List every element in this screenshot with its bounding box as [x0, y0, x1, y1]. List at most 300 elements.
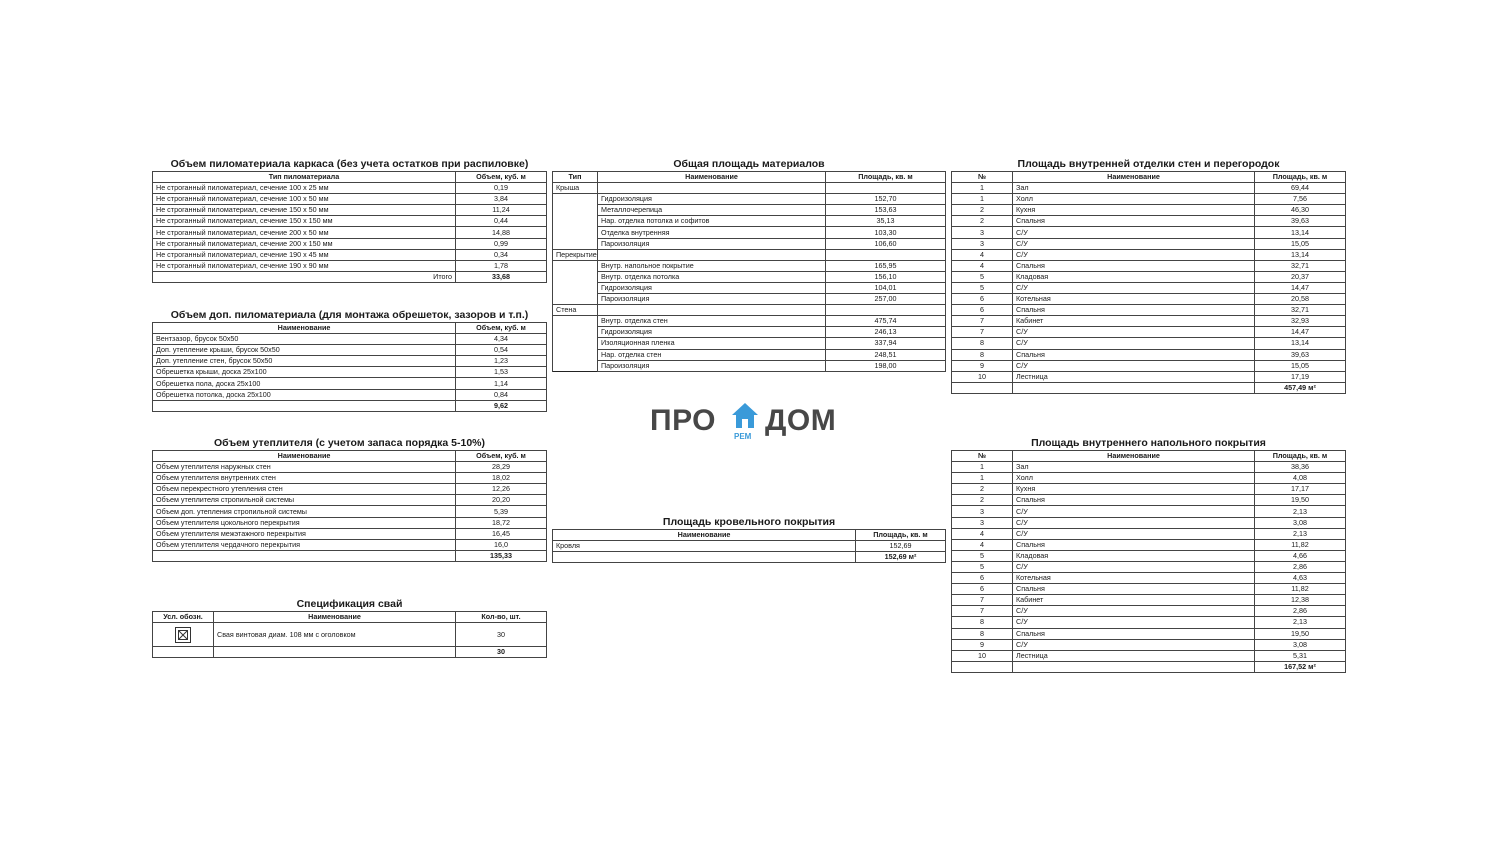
room-name: Котельная — [1013, 294, 1255, 305]
group-indent — [553, 360, 598, 371]
room-name: С/У — [1013, 561, 1255, 572]
room-area: 3,08 — [1255, 517, 1346, 528]
table-row — [553, 271, 946, 282]
item-name: Не строганный пиломатериал, сечение 190 х 45 мм — [153, 249, 456, 260]
col-name: Наименование — [153, 323, 456, 334]
room-number: 7 — [952, 316, 1013, 327]
material-area: 198,00 — [826, 360, 946, 371]
group-row — [553, 249, 946, 260]
room-name: Спальня — [1013, 305, 1255, 316]
col-name: Наименование — [553, 530, 856, 541]
group-spacer — [826, 249, 946, 260]
table-row — [952, 539, 1346, 550]
room-number: 6 — [952, 294, 1013, 305]
room-area: 15,05 — [1255, 360, 1346, 371]
table-row — [553, 260, 946, 271]
room-name: Спальня — [1013, 260, 1255, 271]
insulation-rows — [153, 462, 547, 551]
room-name: Холл — [1013, 473, 1255, 484]
walls-section — [951, 158, 1346, 394]
room-number: 3 — [952, 517, 1013, 528]
group-indent — [553, 316, 598, 327]
table-row — [553, 205, 946, 216]
floor-rows — [952, 462, 1346, 662]
room-number: 3 — [952, 227, 1013, 238]
table-row — [153, 345, 547, 356]
room-name: Спальня — [1013, 539, 1255, 550]
item-name: Объем утеплителя цокольного перекрытия — [153, 517, 456, 528]
room-number: 6 — [952, 573, 1013, 584]
item-value: 16,45 — [456, 528, 547, 539]
room-number: 6 — [952, 305, 1013, 316]
materials-section — [552, 158, 946, 372]
table-row — [153, 356, 547, 367]
table-row — [153, 528, 547, 539]
item-value: 28,29 — [456, 462, 547, 473]
walls-table — [951, 171, 1346, 394]
walls-total-row — [952, 382, 1346, 393]
room-area: 4,08 — [1255, 473, 1346, 484]
walls-title: Площадь внутренней отделки стен и перегородок — [1017, 158, 1280, 170]
table-row — [952, 238, 1346, 249]
table-row — [952, 205, 1346, 216]
material-area: 475,74 — [826, 316, 946, 327]
room-area: 12,38 — [1255, 595, 1346, 606]
table-row — [153, 506, 547, 517]
logo-right: ДОМ — [765, 404, 837, 437]
material-name: Изоляционная пленка — [598, 338, 826, 349]
table-row — [952, 573, 1346, 584]
item-value: 20,20 — [456, 495, 547, 506]
room-area: 5,31 — [1255, 650, 1346, 661]
room-number: 4 — [952, 539, 1013, 550]
col-no: № — [952, 172, 1013, 183]
group-indent — [553, 294, 598, 305]
group-indent — [553, 282, 598, 293]
room-area: 20,58 — [1255, 294, 1346, 305]
group-indent — [553, 238, 598, 249]
room-name: С/У — [1013, 360, 1255, 371]
room-number: 8 — [952, 617, 1013, 628]
room-area: 7,56 — [1255, 194, 1346, 205]
room-number: 1 — [952, 194, 1013, 205]
item-name: Объем утеплителя внутренних стен — [153, 473, 456, 484]
room-name: С/У — [1013, 528, 1255, 539]
table-row — [952, 484, 1346, 495]
room-name: С/У — [1013, 617, 1255, 628]
group-row — [553, 183, 946, 194]
room-number: 3 — [952, 506, 1013, 517]
col-symbol: Усл. обозн. — [153, 612, 214, 623]
room-area: 19,50 — [1255, 628, 1346, 639]
item-name: Не строганный пиломатериал, сечение 190 х 90 мм — [153, 260, 456, 271]
material-name: Гидроизоляция — [598, 327, 826, 338]
material-area: 248,51 — [826, 349, 946, 360]
total-value: 152,69 м² — [856, 552, 946, 563]
roof-table — [552, 529, 946, 563]
room-area: 39,63 — [1255, 349, 1346, 360]
item-value: 0,84 — [456, 389, 547, 400]
room-name: Лестница — [1013, 371, 1255, 382]
piles-total-row — [153, 647, 547, 658]
table-row — [553, 238, 946, 249]
room-area: 14,47 — [1255, 282, 1346, 293]
room-number: 4 — [952, 528, 1013, 539]
col-name: Наименование — [1013, 172, 1255, 183]
item-value: 3,84 — [456, 194, 547, 205]
table-row — [553, 360, 946, 371]
roof-total-row — [553, 552, 946, 563]
col-type: Тип — [553, 172, 598, 183]
table-row — [153, 183, 547, 194]
room-name: С/У — [1013, 282, 1255, 293]
total-value: 9,62 — [456, 400, 547, 411]
group-spacer — [598, 249, 826, 260]
lumber-total-row — [153, 271, 547, 282]
room-area: 11,82 — [1255, 584, 1346, 595]
material-area: 257,00 — [826, 294, 946, 305]
extra-lumber-section — [152, 309, 547, 412]
room-number: 2 — [952, 484, 1013, 495]
item-name: Не строганный пиломатериал, сечение 200 х 150 мм — [153, 238, 456, 249]
col-area: Площадь, кв. м — [826, 172, 946, 183]
item-value: 1,23 — [456, 356, 547, 367]
floor-table — [951, 450, 1346, 673]
table-row — [952, 271, 1346, 282]
room-number: 1 — [952, 462, 1013, 473]
material-name: Нар. отделка стен — [598, 349, 826, 360]
room-area: 17,17 — [1255, 484, 1346, 495]
table-row — [952, 473, 1346, 484]
total-value: 30 — [456, 647, 547, 658]
table-row — [952, 371, 1346, 382]
room-area: 13,14 — [1255, 227, 1346, 238]
table-row — [952, 462, 1346, 473]
item-name: Не строганный пиломатериал, сечение 200 х 50 мм — [153, 227, 456, 238]
item-value: 0,99 — [456, 238, 547, 249]
col-name: Наименование — [214, 612, 456, 623]
room-number: 7 — [952, 595, 1013, 606]
table-row — [553, 227, 946, 238]
room-area: 4,66 — [1255, 550, 1346, 561]
table-row — [153, 623, 547, 647]
item-value: 1,53 — [456, 367, 547, 378]
group-spacer — [598, 183, 826, 194]
room-name: Лестница — [1013, 650, 1255, 661]
table-row — [952, 650, 1346, 661]
room-number: 4 — [952, 260, 1013, 271]
room-number: 1 — [952, 183, 1013, 194]
room-name: Спальня — [1013, 216, 1255, 227]
table-row — [952, 617, 1346, 628]
material-area: 106,60 — [826, 238, 946, 249]
room-number: 8 — [952, 338, 1013, 349]
table-row — [153, 462, 547, 473]
room-number: 2 — [952, 216, 1013, 227]
material-name: Внутр. отделка стен — [598, 316, 826, 327]
group-type: Перекрытие — [553, 249, 598, 260]
insulation-table — [152, 450, 547, 562]
table-row — [153, 260, 547, 271]
extra-lumber-table — [152, 322, 547, 412]
room-area: 3,08 — [1255, 639, 1346, 650]
table-row — [553, 349, 946, 360]
room-name: Кабинет — [1013, 316, 1255, 327]
total-value: 135,33 — [456, 550, 547, 561]
material-area: 35,13 — [826, 216, 946, 227]
col-volume: Объем, куб. м — [456, 323, 547, 334]
material-area: 165,95 — [826, 260, 946, 271]
piles-section — [152, 598, 547, 658]
room-name: Зал — [1013, 462, 1255, 473]
col-area: Площадь, кв. м — [856, 530, 946, 541]
item-name: Объем утеплителя межэтажного перекрытия — [153, 528, 456, 539]
group-indent — [553, 227, 598, 238]
room-name: Кухня — [1013, 205, 1255, 216]
room-name: С/У — [1013, 249, 1255, 260]
table-row — [952, 316, 1346, 327]
materials-title: Общая площадь материалов — [673, 158, 825, 170]
room-area: 69,44 — [1255, 183, 1346, 194]
room-area: 2,86 — [1255, 606, 1346, 617]
room-name: Котельная — [1013, 573, 1255, 584]
col-area: Площадь, кв. м — [1255, 172, 1346, 183]
table-row — [553, 338, 946, 349]
item-name: Доп. утепление крыши, брусок 50х50 — [153, 345, 456, 356]
col-type: Тип пиломатериала — [153, 172, 456, 183]
room-name: Кладовая — [1013, 271, 1255, 282]
item-name: Объем перекрестного утепления стен — [153, 484, 456, 495]
walls-rows — [952, 183, 1346, 383]
room-name: Спальня — [1013, 584, 1255, 595]
room-number: 6 — [952, 584, 1013, 595]
item-value: 0,19 — [456, 183, 547, 194]
roof-section — [552, 516, 946, 563]
materials-table — [552, 171, 946, 372]
roof-name: Кровля — [553, 541, 856, 552]
item-name: Объем утеплителя наружных стен — [153, 462, 456, 473]
room-name: С/У — [1013, 517, 1255, 528]
table-row — [952, 338, 1346, 349]
room-number: 4 — [952, 249, 1013, 260]
group-row — [553, 305, 946, 316]
lumber-rows — [153, 183, 547, 272]
item-value: 16,0 — [456, 539, 547, 550]
room-area: 20,37 — [1255, 271, 1346, 282]
item-name: Не строганный пиломатериал, сечение 100 х 25 мм — [153, 183, 456, 194]
group-spacer — [826, 183, 946, 194]
table-row — [952, 595, 1346, 606]
table-row — [952, 550, 1346, 561]
item-value: 5,39 — [456, 506, 547, 517]
table-row — [153, 539, 547, 550]
table-row — [952, 561, 1346, 572]
table-row — [952, 260, 1346, 271]
table-row — [952, 183, 1346, 194]
table-row — [553, 294, 946, 305]
materials-rows — [553, 183, 946, 372]
table-row — [952, 305, 1346, 316]
table-row — [153, 473, 547, 484]
table-row — [952, 584, 1346, 595]
item-value: 18,02 — [456, 473, 547, 484]
room-name: С/У — [1013, 227, 1255, 238]
table-row — [153, 517, 547, 528]
room-number: 7 — [952, 327, 1013, 338]
room-area: 2,86 — [1255, 561, 1346, 572]
material-name: Металлочерепица — [598, 205, 826, 216]
insulation-section — [152, 437, 547, 562]
extra-lumber-rows — [153, 334, 547, 401]
item-value: 14,88 — [456, 227, 547, 238]
item-name: Не строганный пиломатериал, сечение 150 х 150 мм — [153, 216, 456, 227]
room-name: Спальня — [1013, 628, 1255, 639]
table-row — [952, 216, 1346, 227]
item-value: 12,26 — [456, 484, 547, 495]
table-row — [952, 194, 1346, 205]
material-area: 104,01 — [826, 282, 946, 293]
table-row — [952, 227, 1346, 238]
logo-left: ПРО — [650, 404, 717, 437]
group-type: Стена — [553, 305, 598, 316]
roof-title: Площадь кровельного покрытия — [662, 516, 836, 528]
material-area: 103,30 — [826, 227, 946, 238]
group-spacer — [598, 305, 826, 316]
item-value: 11,24 — [456, 205, 547, 216]
room-number: 3 — [952, 238, 1013, 249]
item-name: Обрешетка крыши, доска 25х100 — [153, 367, 456, 378]
table-row — [553, 282, 946, 293]
material-name: Пароизоляция — [598, 294, 826, 305]
table-row — [952, 360, 1346, 371]
room-name: С/У — [1013, 639, 1255, 650]
room-name: Кладовая — [1013, 550, 1255, 561]
table-row — [952, 506, 1346, 517]
material-area: 246,13 — [826, 327, 946, 338]
room-number: 9 — [952, 639, 1013, 650]
screw-pile-symbol-icon — [175, 627, 191, 643]
item-name: Не строганный пиломатериал, сечение 150 х 50 мм — [153, 205, 456, 216]
piles-title: Спецификация свай — [296, 598, 403, 610]
item-name: Объем утеплителя стропильной системы — [153, 495, 456, 506]
total-value: 33,68 — [456, 271, 547, 282]
material-area: 337,94 — [826, 338, 946, 349]
group-indent — [553, 260, 598, 271]
table-row — [952, 349, 1346, 360]
table-row — [952, 628, 1346, 639]
table-row — [153, 238, 547, 249]
room-name: С/У — [1013, 338, 1255, 349]
insulation-title: Объем утеплителя (с учетом запаса порядка 5-10%) — [213, 437, 486, 449]
item-value: 0,54 — [456, 345, 547, 356]
col-qty: Кол-во, шт. — [456, 612, 547, 623]
material-name: Нар. отделка потолка и софитов — [598, 216, 826, 227]
col-volume: Объем, куб. м — [456, 172, 547, 183]
house-icon — [730, 402, 760, 430]
material-name: Внутр. отделка потолка — [598, 271, 826, 282]
item-value: 0,44 — [456, 216, 547, 227]
room-area: 17,19 — [1255, 371, 1346, 382]
floor-section — [951, 437, 1346, 673]
room-area: 13,14 — [1255, 338, 1346, 349]
room-name: С/У — [1013, 327, 1255, 338]
room-name: Зал — [1013, 183, 1255, 194]
col-name: Наименование — [598, 172, 826, 183]
table-row — [952, 249, 1346, 260]
material-name: Пароизоляция — [598, 360, 826, 371]
room-area: 32,71 — [1255, 260, 1346, 271]
roof-value: 152,69 — [856, 541, 946, 552]
group-indent — [553, 205, 598, 216]
room-area: 2,13 — [1255, 506, 1346, 517]
room-name: С/У — [1013, 238, 1255, 249]
col-volume: Объем, куб. м — [456, 451, 547, 462]
room-area: 11,82 — [1255, 539, 1346, 550]
room-area: 46,30 — [1255, 205, 1346, 216]
table-row — [153, 227, 547, 238]
table-row — [952, 294, 1346, 305]
room-name: Спальня — [1013, 349, 1255, 360]
room-number: 9 — [952, 360, 1013, 371]
table-row — [153, 334, 547, 345]
pro-dom-logo — [650, 400, 850, 444]
room-name: Кабинет — [1013, 595, 1255, 606]
lumber-title: Объем пиломатериала каркаса (без учета остатков при распиловке) — [170, 158, 529, 170]
table-row — [952, 639, 1346, 650]
group-indent — [553, 338, 598, 349]
item-name: Не строганный пиломатериал, сечение 100 х 50 мм — [153, 194, 456, 205]
table-row — [153, 378, 547, 389]
room-number: 1 — [952, 473, 1013, 484]
item-name: Обрешетка потолка, доска 25х100 — [153, 389, 456, 400]
group-spacer — [826, 305, 946, 316]
group-indent — [553, 349, 598, 360]
room-number: 5 — [952, 550, 1013, 561]
room-number: 10 — [952, 650, 1013, 661]
table-row — [153, 389, 547, 400]
room-number: 5 — [952, 271, 1013, 282]
item-name: Доп. утепление стен, брусок 50х50 — [153, 356, 456, 367]
col-name: Наименование — [1013, 451, 1255, 462]
pile-qty: 30 — [456, 623, 547, 647]
material-name: Гидроизоляция — [598, 194, 826, 205]
lumber-section — [152, 158, 547, 283]
total-label: Итого — [153, 271, 456, 282]
item-name: Вентзазор, брусок 50х50 — [153, 334, 456, 345]
table-row — [153, 495, 547, 506]
item-name: Объем утеплителя чердачного перекрытия — [153, 539, 456, 550]
total-value: 457,49 м² — [1255, 382, 1346, 393]
room-area: 15,05 — [1255, 238, 1346, 249]
item-value: 4,34 — [456, 334, 547, 345]
material-area: 156,10 — [826, 271, 946, 282]
room-number: 2 — [952, 495, 1013, 506]
lumber-table — [152, 171, 547, 283]
room-number: 7 — [952, 606, 1013, 617]
table-row — [553, 216, 946, 227]
table-row — [553, 327, 946, 338]
table-row — [553, 316, 946, 327]
material-area: 152,70 — [826, 194, 946, 205]
room-number: 8 — [952, 349, 1013, 360]
group-indent — [553, 216, 598, 227]
room-number: 10 — [952, 371, 1013, 382]
pile-name: Свая винтовая диам. 108 мм с оголовком — [214, 623, 456, 647]
col-area: Площадь, кв. м — [1255, 451, 1346, 462]
room-area: 19,50 — [1255, 495, 1346, 506]
room-area: 32,71 — [1255, 305, 1346, 316]
extra-lumber-total-row — [153, 400, 547, 411]
